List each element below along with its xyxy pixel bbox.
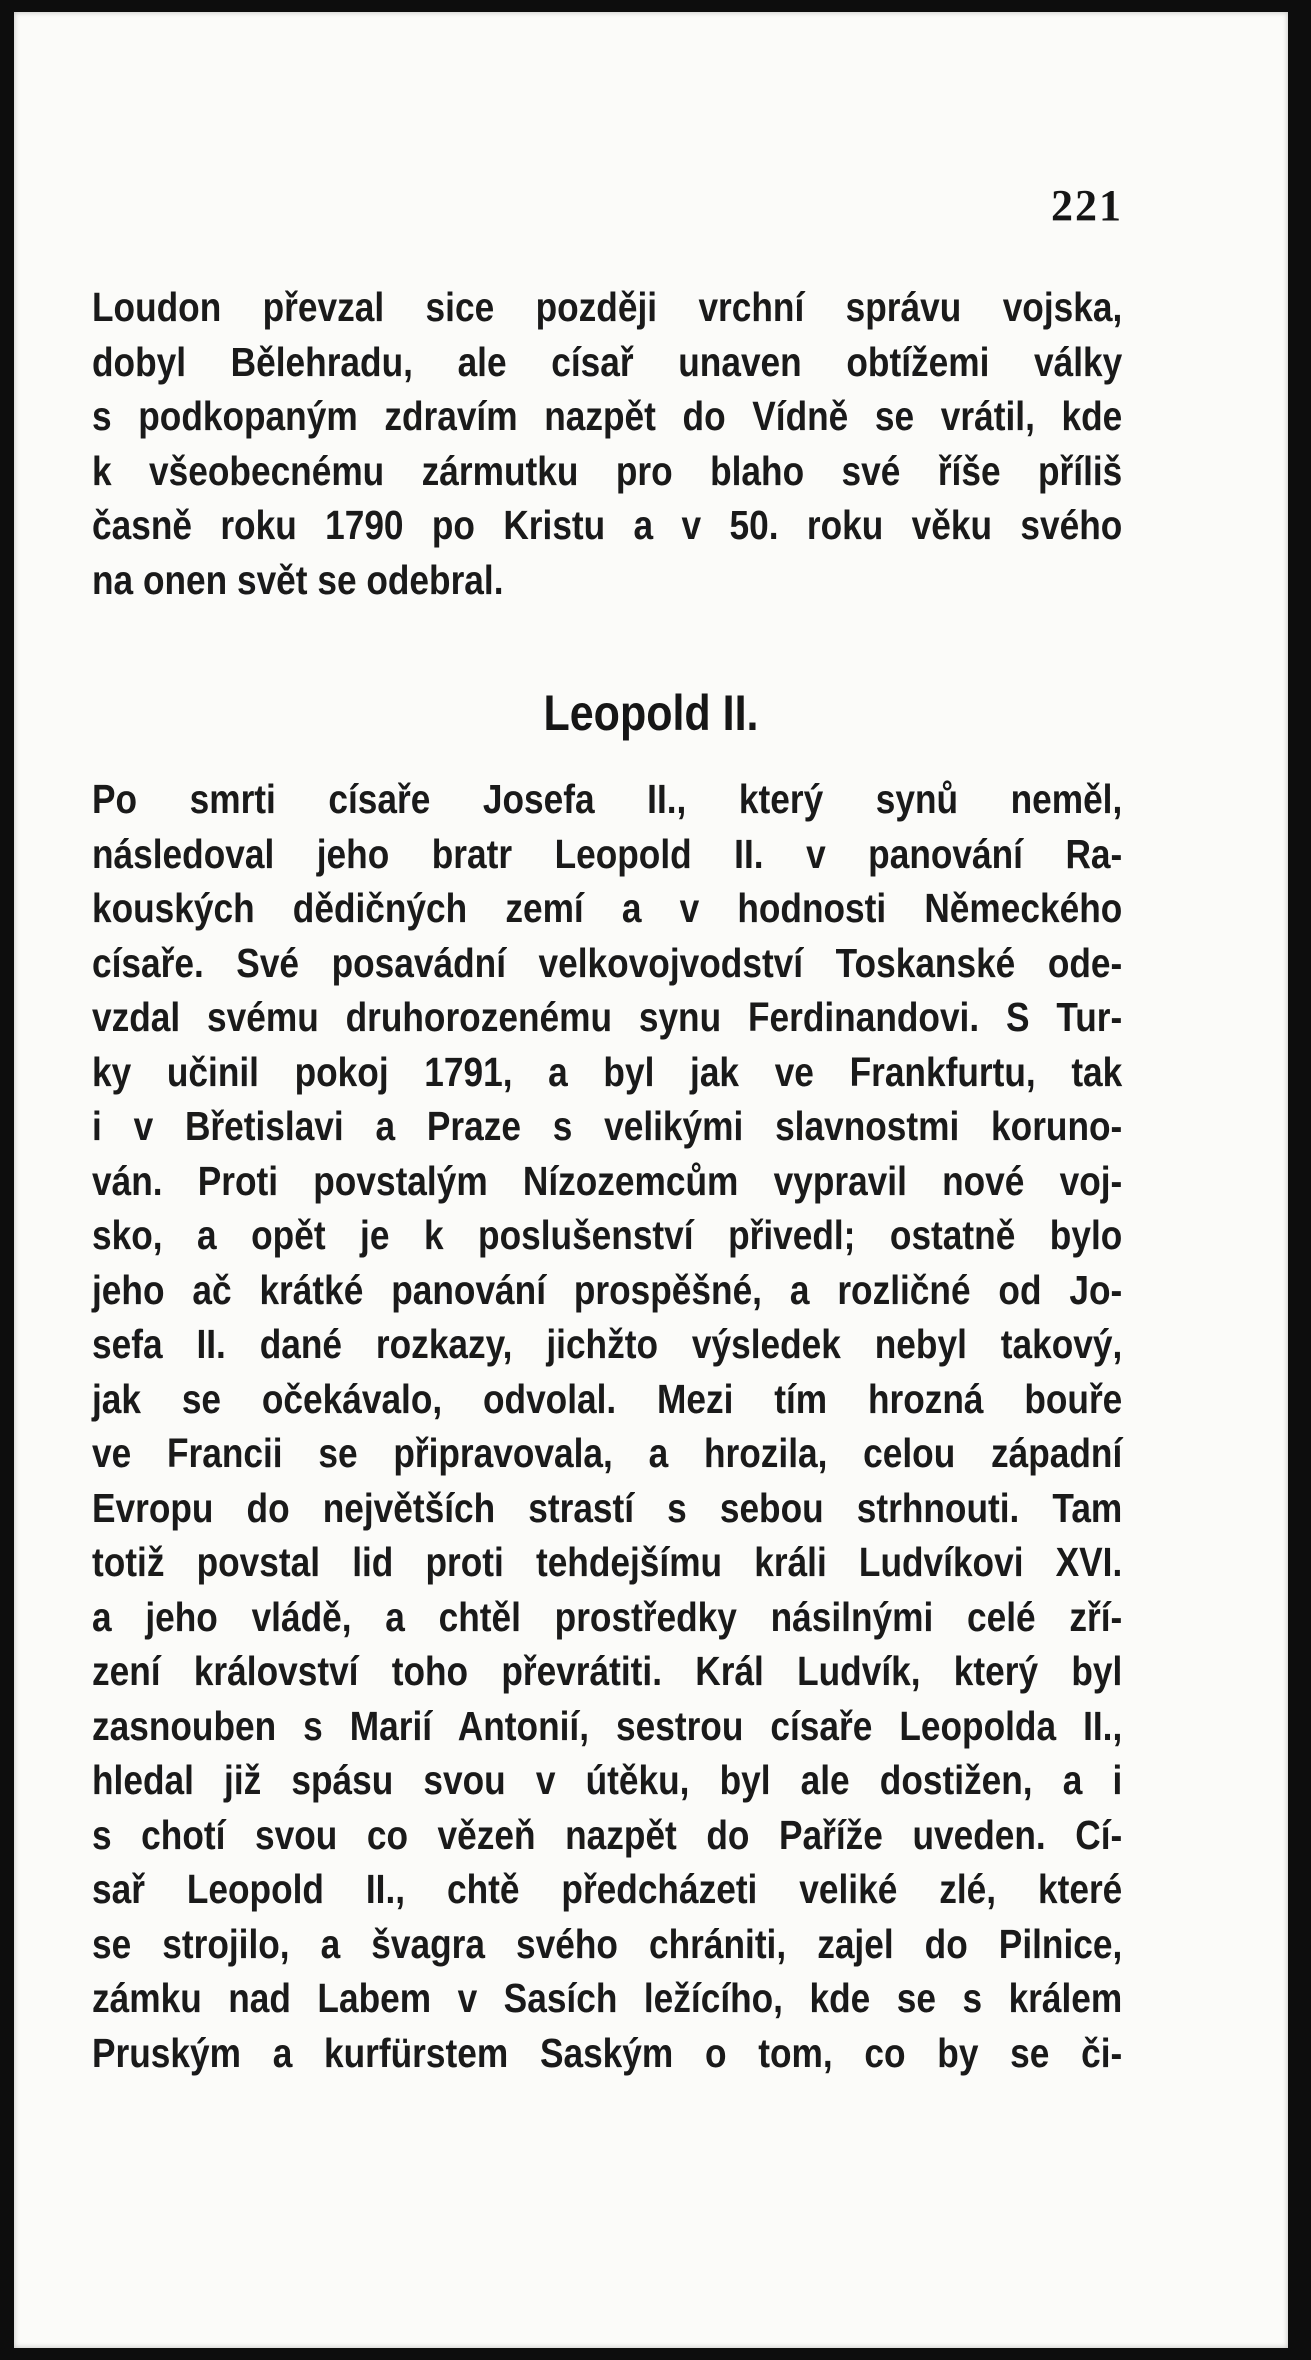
text-line: dobyl Bělehradu, ale císař unaven obtížemi války (92, 338, 1123, 385)
paragraph-loudon (92, 280, 1123, 607)
text-line: ky učinil pokoj 1791, a byl jak ve Frankfurtu, tak (92, 1048, 1123, 1095)
text-line: a jeho vládě, a chtěl prostředky násilnými celé zří- (92, 1593, 1123, 1640)
text-line: sař Leopold II., chtě předcházeti veliké zlé, které (92, 1866, 1123, 1912)
text-line: na onen svět se odebral. (92, 556, 504, 603)
text-line: sko, a opět je k poslušenství přivedl; ostatně bylo (92, 1212, 1123, 1258)
page-number: 221 (1051, 181, 1123, 230)
text-line: kouských dědičných zemí a v hodnosti Německého (92, 885, 1123, 931)
text-line: totiž povstal lid proti tehdejšímu králi Ludvíkovi XVI. (92, 1539, 1123, 1585)
text-line: se strojilo, a švagra svého chrániti, zajel do Pilnice, (92, 1920, 1123, 1967)
text-line: zámku nad Labem v Sasích ležícího, kde se s králem (92, 1975, 1123, 2021)
text-line: časně roku 1790 po Kristu a v 50. roku věku svého (92, 502, 1123, 548)
text-line: jeho ač krátké panování prospěšné, a rozličné od Jo- (92, 1266, 1123, 1313)
text-line: ván. Proti povstalým Nízozemcům vypravil nové voj- (92, 1157, 1123, 1204)
text-line: Evropu do největších strastí s sebou strhnouti. Tam (92, 1484, 1123, 1531)
book-page (14, 12, 1288, 2348)
text-line: sefa II. dané rozkazy, jichžto výsledek nebyl takový, (92, 1321, 1123, 1367)
text-line: císaře. Své posavádní velkovojvodství Toskanské ode- (92, 939, 1123, 986)
text-line: k všeobecnému zármutku pro blaho své říše příliš (92, 447, 1123, 494)
paragraph-leopold (92, 772, 1123, 2080)
text-line: jak se očekávalo, odvolal. Mezi tím hrozná bouře (92, 1375, 1123, 1422)
text-line: vzdal svému druhorozenému synu Ferdinandovi. S Tur- (92, 994, 1123, 1040)
text-line: s chotí svou co vězeň nazpět do Paříže uveden. Cí- (92, 1811, 1123, 1858)
text-line: ve Francii se připravovala, a hrozila, celou západní (92, 1430, 1123, 1476)
text-line: i v Břetislavi a Praze s velikými slavnostmi koruno- (92, 1103, 1123, 1149)
text-line: následoval jeho bratr Leopold II. v panování Ra- (92, 830, 1123, 877)
text-line: hledal již spásu svou v útěku, byl ale dostižen, a i (92, 1757, 1123, 1803)
text-line: zasnouben s Marií Antonií, sestrou císaře Leopolda II., (92, 1702, 1123, 1749)
text-line: Loudon převzal sice později vrchní správu vojska, (92, 284, 1123, 330)
text-line: Pruským a kurfürstem Saským o tom, co by se či- (92, 2029, 1123, 2076)
text-line: Po smrti císaře Josefa II., který synů neměl, (92, 776, 1123, 822)
text-line: s podkopaným zdravím nazpět do Vídně se vrátil, kde (92, 393, 1123, 439)
section-heading: Leopold II. (543, 685, 759, 741)
text-line: zení království toho převrátiti. Král Ludvík, který byl (92, 1648, 1123, 1694)
